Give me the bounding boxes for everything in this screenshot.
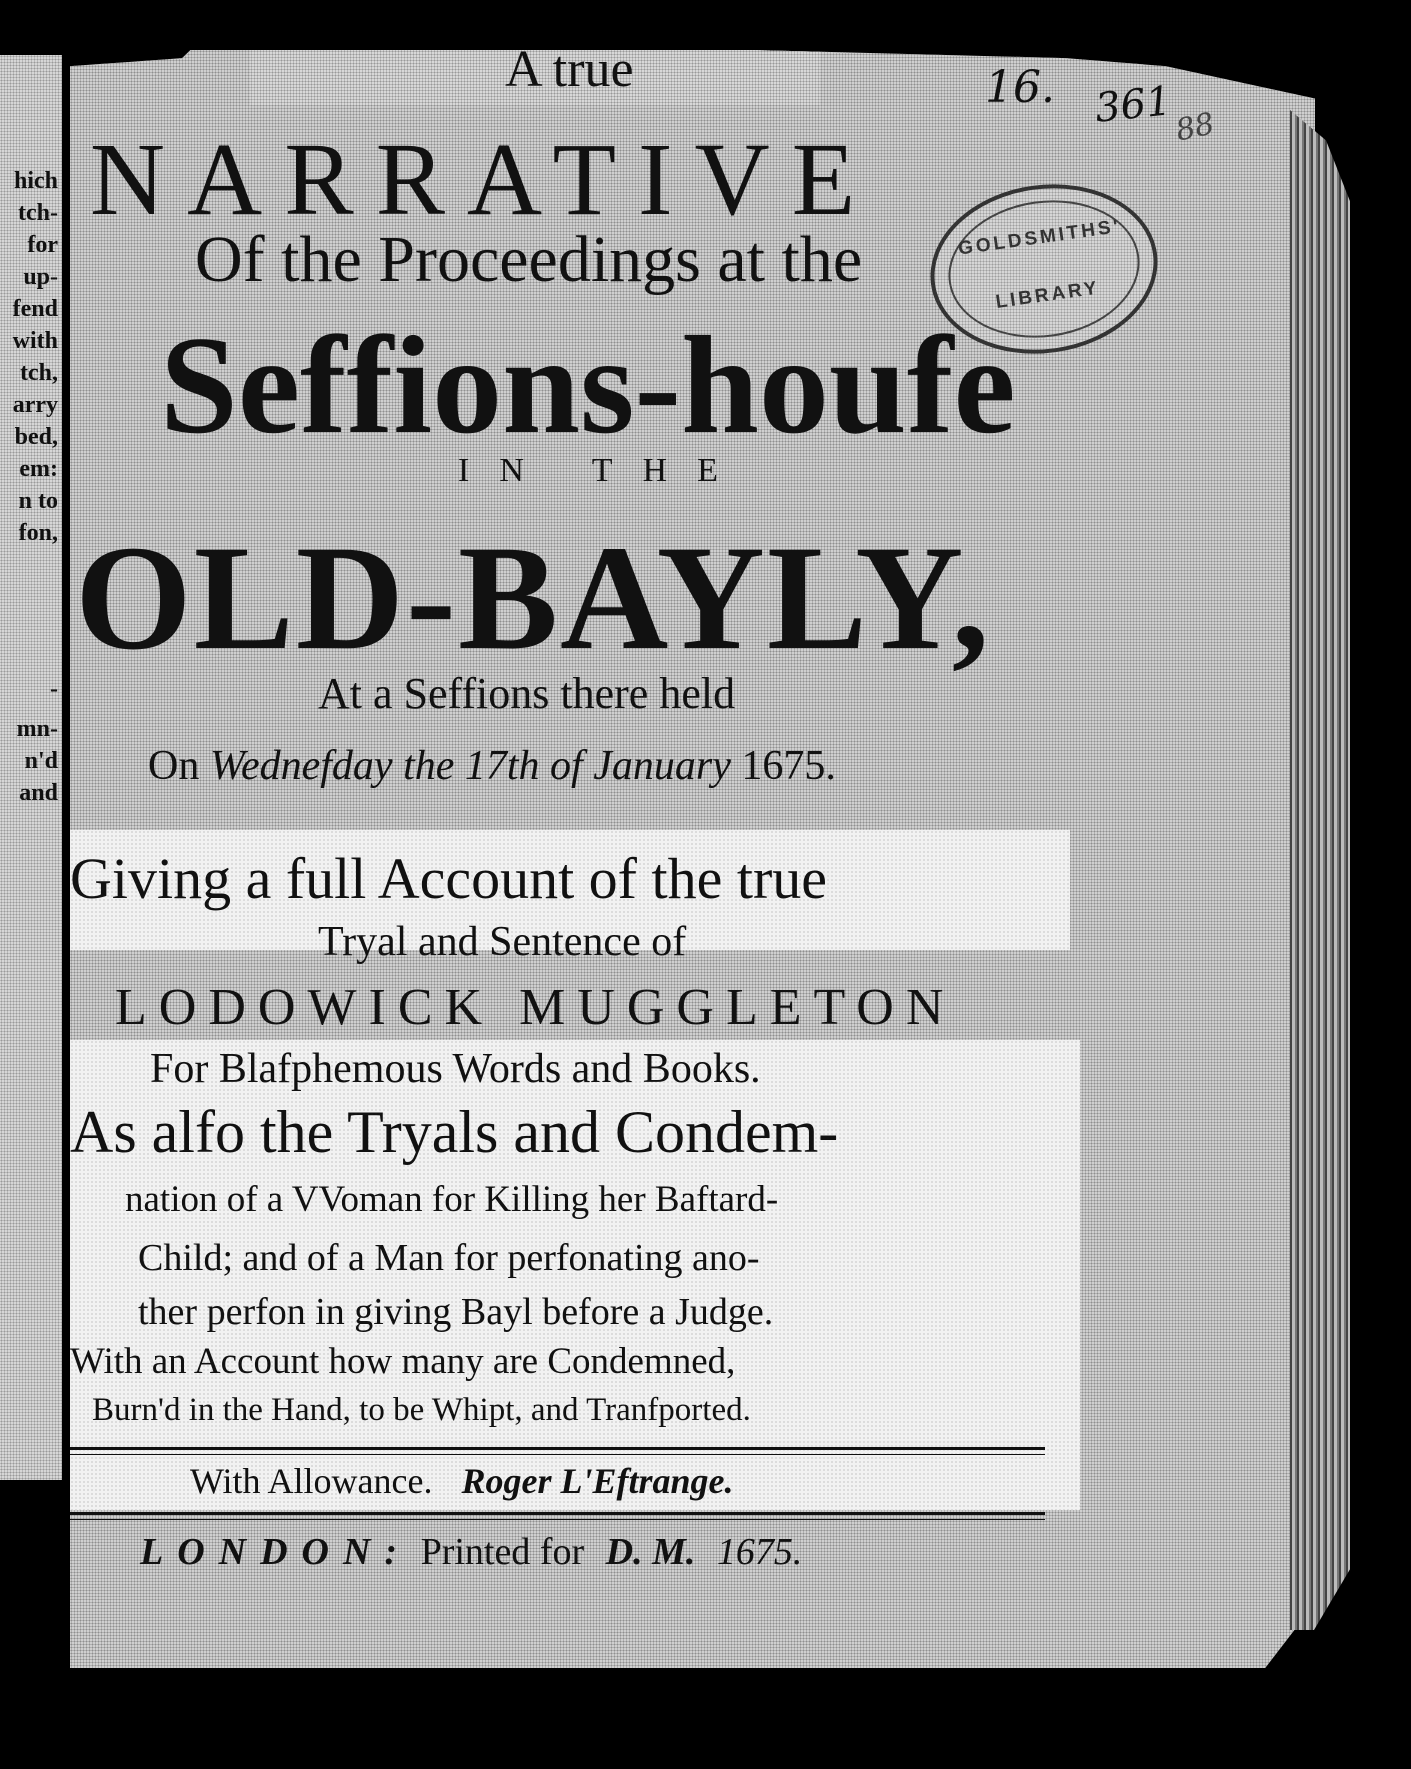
facing-text-fragment: with [12, 328, 58, 354]
title-of-proceedings: Of the Proceedings at the [195, 223, 863, 296]
handwritten-number: 361 [1092, 78, 1174, 132]
title-giving: Giving a full Account of the true [70, 846, 828, 911]
title-in-the: IN THE [458, 452, 748, 489]
facing-text-fragment: tch- [18, 200, 58, 226]
facing-text-fragment: fend [12, 296, 58, 322]
imprimatur-line [190, 1460, 734, 1502]
facing-page-edge [0, 55, 62, 1480]
facing-text-fragment: n'd [24, 748, 58, 774]
facing-text-fragment: arry [12, 392, 58, 418]
handwritten-number-alt: 88 [1172, 106, 1218, 149]
page-edges [1290, 110, 1350, 1630]
title-narrative: NARRATIVE [90, 122, 878, 237]
facing-text-fragment: hich [13, 168, 58, 194]
title-child-line: Child; and of a Man for perfonating ano- [138, 1237, 760, 1279]
title-burnd-line: Burn'd in the Hand, to be Whipt, and Tranfported. [92, 1392, 751, 1428]
title-for-blasphemous: For Blafphemous Words and Books. [150, 1046, 761, 1092]
imprint-year: 1675. [716, 1531, 803, 1573]
title-ther-person-line: ther perfon in giving Bayl before a Judge. [138, 1291, 774, 1333]
facing-text-fragment: tch, [20, 360, 58, 386]
date-day: the 17th of [403, 743, 583, 789]
title-tryal-sentence: Tryal and Sentence of [318, 919, 687, 965]
handwritten-shelf-mark: 16. [985, 62, 1055, 113]
title-date-line [148, 742, 836, 790]
title-nation-line: nation of a VVoman for Killing her Baftard- [125, 1179, 779, 1220]
imprint-city: LONDON: [140, 1531, 412, 1573]
title-at-sessions: At a Seffions there held [318, 669, 736, 718]
facing-text-fragment: for [27, 232, 58, 258]
facing-text-fragment: em: [19, 456, 58, 482]
facing-text-fragment: - [50, 676, 58, 702]
title-a-true: A true [505, 41, 634, 98]
title-sessions-house: Seffions-houfe [160, 308, 1016, 463]
facing-text-fragment: n to [18, 488, 58, 514]
facing-text-fragment: fon, [18, 520, 58, 546]
title-as-also: As alfo the Tryals and Condem- [70, 1099, 839, 1165]
licenser-name: Roger L'Eftrange. [461, 1461, 734, 1501]
top-rule [70, 1447, 1045, 1450]
facing-text-fragment: and [19, 780, 58, 806]
date-weekday: Wednefday [209, 743, 393, 789]
date-month: January [593, 743, 731, 789]
bottom-rule-thin [70, 1519, 1045, 1520]
title-with-account: With an Account how many are Condemned, [70, 1341, 736, 1382]
imprint-printer: D. M. [605, 1531, 696, 1573]
top-rule-thin [70, 1454, 1045, 1455]
title-defendant-name: LODOWICK MUGGLETON [115, 979, 956, 1036]
with-allowance: With Allowance. [190, 1461, 433, 1501]
title-old-bayly: OLD-BAYLY, [75, 515, 992, 681]
stamp-text-top: GOLDSMITHS' [956, 215, 1123, 260]
facing-text-fragment: up- [23, 264, 58, 290]
bottom-rule [70, 1512, 1045, 1515]
stamp-text-bottom: LIBRARY [994, 277, 1102, 313]
facing-text-fragment: mn- [16, 716, 58, 742]
facing-text-fragment: bed, [14, 424, 58, 450]
imprint-printed-for: Printed for [420, 1531, 585, 1573]
date-year: 1675. [741, 743, 836, 789]
imprint-line [140, 1530, 802, 1574]
date-on: On [148, 743, 200, 789]
